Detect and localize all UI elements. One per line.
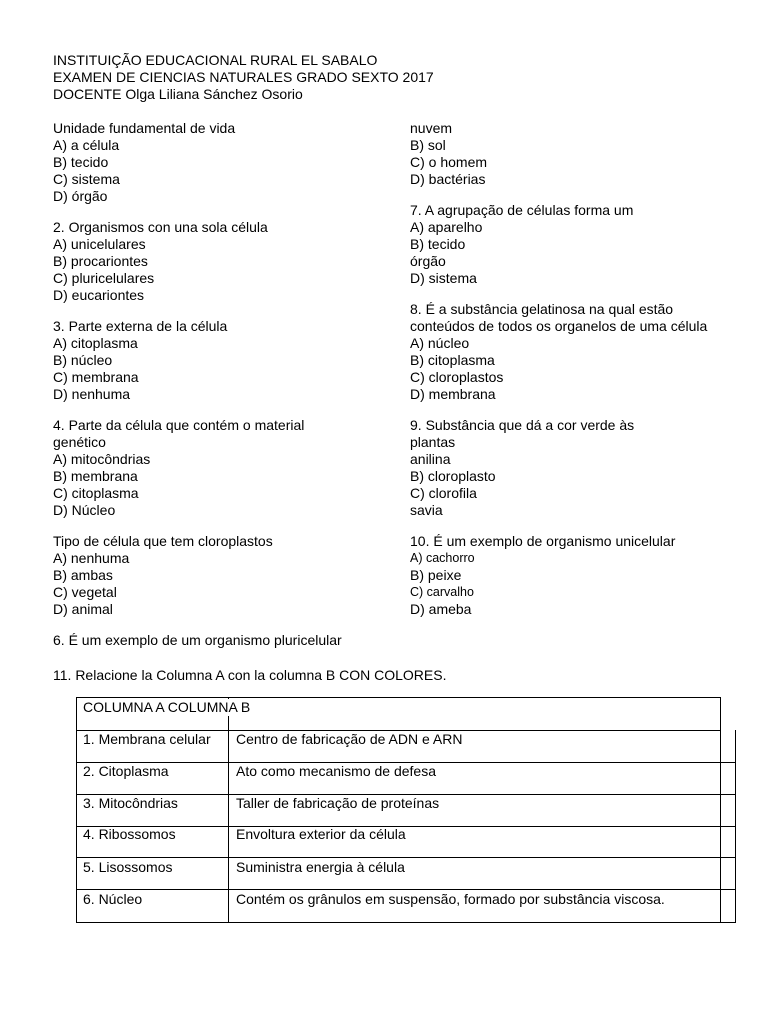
option: D) Núcleo	[53, 502, 116, 518]
exam-title: EXAMEN DE CIENCIAS NATURALES GRADO SEXTO 2017	[53, 69, 434, 85]
table-rule	[76, 922, 736, 923]
question-9: 9. Substância que dá a cor verde às	[410, 417, 635, 433]
option: C) o homem	[410, 154, 488, 170]
option: D) eucariontes	[53, 287, 145, 303]
question-1: Unidade fundamental de vida	[53, 120, 236, 136]
table-cell-b: Contém os grânulos em suspensão, formado por substância viscosa.	[236, 891, 665, 907]
table-rule	[76, 889, 736, 890]
question-6: 6. É um exemplo de um organismo pluricelular	[53, 632, 342, 648]
table-rule	[735, 730, 736, 923]
option: B) membrana	[53, 468, 138, 484]
option: A) núcleo	[410, 335, 470, 351]
question-4: 4. Parte da célula que contém o material	[53, 417, 305, 433]
option: C) vegetal	[53, 584, 117, 600]
table-cell-a: 3. Mitocôndrias	[83, 795, 178, 811]
option: D) bactérias	[410, 171, 486, 187]
option: D) animal	[53, 601, 113, 617]
option: D) membrana	[410, 386, 496, 402]
option: A) unicelulares	[53, 236, 146, 252]
option: C) cloroplastos	[410, 369, 504, 385]
table-header: COLUMNA A COLUMNA B	[83, 699, 253, 716]
option: C) pluricelulares	[53, 270, 155, 286]
option: B) citoplasma	[410, 352, 495, 368]
option: B) tecido	[53, 154, 109, 170]
table-cell-a: 6. Núcleo	[83, 891, 143, 907]
option: B) cloroplasto	[410, 468, 496, 484]
option: C) membrana	[53, 369, 139, 385]
table-rule	[76, 697, 721, 698]
option: B) procariontes	[53, 253, 148, 269]
option: A) citoplasma	[53, 335, 138, 351]
table-cell-b: Ato como mecanismo de defesa	[236, 763, 436, 779]
question-9-cont: plantas	[410, 434, 456, 450]
option: A) mitocôndrias	[53, 451, 151, 467]
question-4-cont: genético	[53, 434, 106, 450]
table-cell-b: Suministra energia à célula	[236, 859, 405, 875]
table-rule	[228, 697, 229, 923]
option: D) sistema	[410, 270, 477, 286]
option: B) tecido	[410, 236, 466, 252]
table-cell-b: Envoltura exterior da célula	[236, 826, 406, 842]
matching-table	[76, 697, 736, 923]
table-cell-a: 1. Membrana celular	[83, 731, 214, 748]
option: D) órgão	[53, 188, 108, 204]
question-8-cont: conteúdos de todos os organelos de uma célula	[410, 318, 708, 334]
question-10: 10. É um exemplo de organismo unicelular	[410, 533, 676, 549]
table-rule	[720, 697, 721, 923]
option: órgão	[410, 253, 446, 269]
question-3: 3. Parte externa de la célula	[53, 318, 228, 334]
option: A) nenhuma	[53, 550, 130, 566]
option: C) citoplasma	[53, 485, 139, 501]
option: D) nenhuma	[53, 386, 131, 402]
option: C) carvalho	[410, 585, 474, 599]
table-cell-a: 4. Ribossomos	[83, 826, 176, 842]
table-cell-b: Taller de fabricação de proteínas	[236, 795, 440, 811]
option: B) sol	[410, 137, 446, 153]
question-8: 8. É a substância gelatinosa na qual estão	[410, 301, 674, 317]
question-7: 7. A agrupação de células forma um	[410, 202, 634, 218]
option: D) ameba	[410, 601, 472, 617]
option: C) sistema	[53, 171, 120, 187]
question-2: 2. Organismos con una sola célula	[53, 219, 268, 235]
institution-title: INSTITUIÇÃO EDUCACIONAL RURAL EL SABALO	[53, 52, 378, 68]
option: C) clorofila	[410, 485, 477, 501]
option: B) peixe	[410, 567, 462, 583]
teacher-name: DOCENTE Olga Liliana Sánchez Osorio	[53, 86, 303, 102]
table-rule	[76, 857, 736, 858]
option: B) núcleo	[53, 352, 113, 368]
option: nuvem	[410, 120, 453, 136]
option: A) aparelho	[410, 219, 483, 235]
table-cell-a: 5. Lisossomos	[83, 859, 173, 875]
option: savia	[410, 502, 443, 518]
question-5: Tipo de célula que tem cloroplastos	[53, 533, 273, 549]
question-11: 11. Relacione la Columna A con la columna B CON COLORES.	[53, 667, 447, 683]
option: A) a célula	[53, 137, 120, 153]
option: A) cachorro	[410, 551, 475, 565]
table-cell-b: Centro de fabricação de ADN e ARN	[236, 731, 463, 747]
table-cell-a: 2. Citoplasma	[83, 763, 169, 779]
option: anilina	[410, 451, 451, 467]
option: B) ambas	[53, 567, 113, 583]
table-rule	[76, 697, 77, 923]
